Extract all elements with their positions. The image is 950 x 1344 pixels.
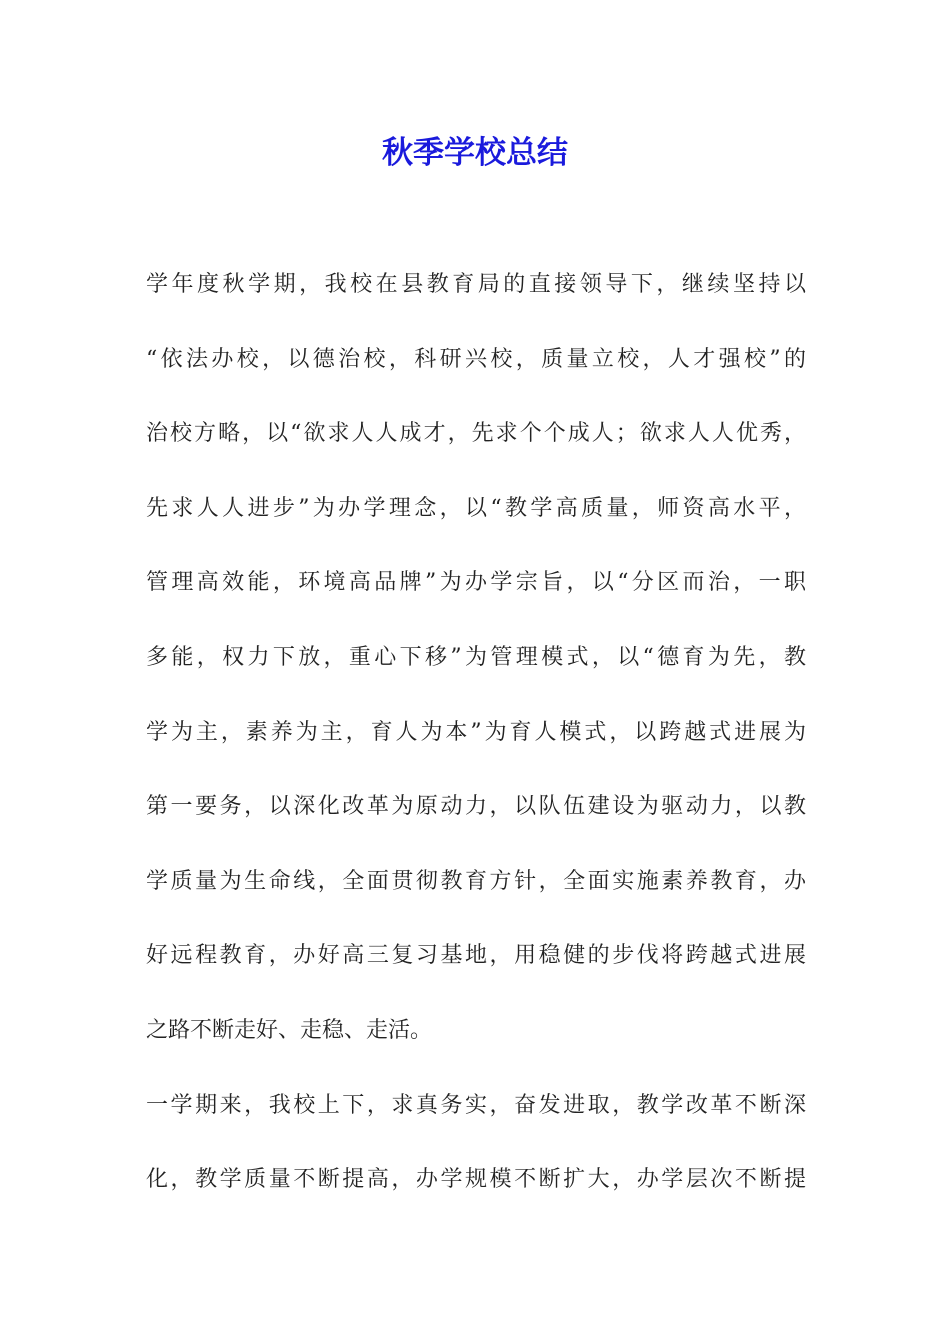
- text-line-paragraph-end: 之路不断走好、走稳、走活。: [146, 1017, 433, 1043]
- document-title: 秋季学校总结: [382, 135, 568, 171]
- text-line: 学质量为生命线，全面贯彻教育方针，全面实施素养教育，办: [146, 868, 806, 894]
- text-line: 化，教学质量不断提高，办学规模不断扩大，办学层次不断提: [146, 1167, 806, 1193]
- text-line: 第一要务，以深化改革为原动力，以队伍建设为驱动力，以教: [146, 794, 806, 820]
- text-line: 管理高效能，环境高品牌”为办学宗旨，以“分区而治，一职: [146, 570, 806, 596]
- text-line: 学为主，素养为主，育人为本”为育人模式，以跨越式进展为: [146, 719, 806, 745]
- text-line: 学年度秋学期，我校在县教育局的直接领导下，继续坚持以: [146, 272, 806, 297]
- text-line: 好远程教育，办好高三复习基地，用稳健的步伐将跨越式进展: [146, 943, 806, 969]
- text-line: 先求人人进步”为办学理念，以“教学高质量，师资高水平，: [146, 495, 806, 521]
- text-line: 多能，权力下放，重心下移”为管理模式，以“德育为先，教: [146, 644, 806, 670]
- document-body: [146, 262, 806, 1232]
- text-line: 一学期来，我校上下，求真务实，奋发进取，教学改革不断深: [146, 1092, 806, 1118]
- text-line: “依法办校，以德治校，科研兴校，质量立校，人才强校”的: [146, 346, 806, 372]
- text-line: 治校方略，以“欲求人人成才，先求个个成人；欲求人人优秀，: [146, 421, 806, 447]
